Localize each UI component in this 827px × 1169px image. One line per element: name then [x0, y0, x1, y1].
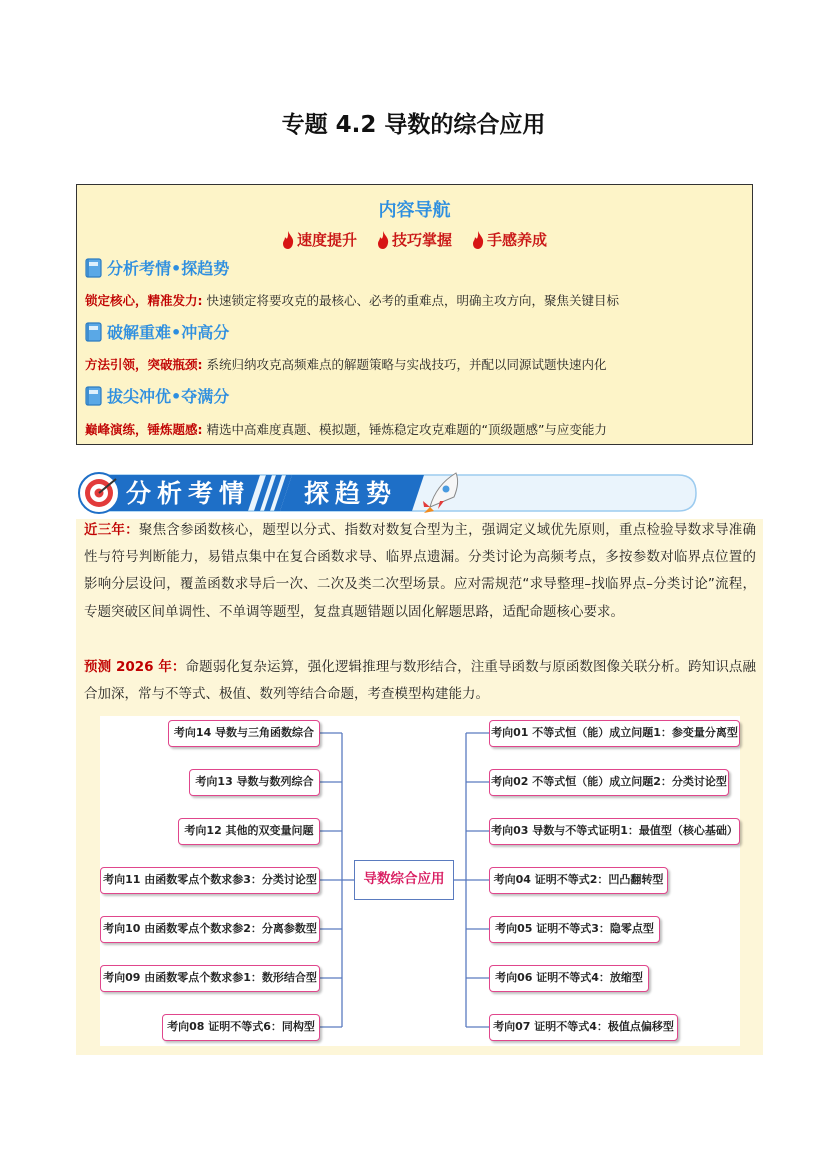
- nav-highlight: 巅峰演练，锤炼题感:: [85, 422, 203, 437]
- mindmap-node-left: 考向12 其他的双变量问题: [178, 818, 320, 845]
- mindmap-node-left: 考向11 由函数零点个数求参3：分类讨论型: [100, 867, 320, 894]
- nav-highlight: 方法引领，突破瓶颈:: [85, 357, 203, 372]
- flame-icon: [472, 231, 484, 249]
- content-navigation-box: [76, 184, 753, 445]
- nav-text: 快速锁定将要攻克的最核心、必考的重难点，明确主攻方向，聚焦关键目标: [202, 293, 619, 308]
- predict-text: 命题弱化复杂运算，强化逻辑推理与数形结合，注重导函数与原函数图像关联分析。跨知识点融合加深，常与不等式、极值、数列等结合命题，考查模型构建能力。: [84, 659, 757, 703]
- nav-section-title: 拔尖冲优•夺满分: [107, 387, 230, 406]
- nav-tags: [77, 229, 752, 250]
- mindmap-node-right: 考向05 证明不等式3：隐零点型: [489, 916, 660, 943]
- mindmap-node-right: 考向04 证明不等式2：凹凸翻转型: [489, 867, 668, 894]
- book-icon: [85, 322, 103, 342]
- nav-text: 系统归纳攻克高频难点的解题策略与实战技巧，并配以同源试题快速内化: [202, 357, 607, 372]
- nav-tag-speed: [282, 229, 357, 250]
- nav-tag-feel: [472, 229, 547, 250]
- mindmap-node-left: 考向13 导数与数列综合: [189, 769, 320, 796]
- mindmap-node-right: 考向06 证明不等式4：放缩型: [489, 965, 649, 992]
- nav-section-title: 破解重难•冲高分: [107, 323, 230, 342]
- nav-title: 内容导航: [378, 200, 451, 221]
- nav-section-excel: [85, 384, 229, 407]
- nav-section-analysis: [85, 256, 229, 279]
- mindmap-node-right: 考向01 不等式恒（能）成立问题1：参变量分离型: [489, 720, 740, 747]
- nav-text: 精选中高难度真题、模拟题，锤炼稳定攻克难题的“顶级题感”与应变能力: [202, 422, 607, 437]
- page-title: 专题 4.2 导数的综合应用: [281, 112, 546, 138]
- book-icon: [85, 386, 103, 406]
- recent-text: 聚焦含参函数核心，题型以分式、指数对数复合型为主，强调定义域优先原则，重点检验导数求导准确性与符号判断能力，易错点集中在复合函数求导、临界点遗漏。分类讨论为高频考点，多按参数对临界点位置的影响分层设问，覆盖函数求导后一次、二次及类二次型场景。应对需规范“求导整理–找临界点–分类讨论”流程，专题突破区间单调性、不单调等题型，复盘真题错题以固化解题思路，适配命题核心要求。: [84, 522, 756, 620]
- nav-tag-label: 技巧掌握: [391, 231, 452, 249]
- prediction-paragraph: [84, 654, 756, 708]
- nav-section-desc: [85, 355, 745, 373]
- recent-years-paragraph: [84, 517, 756, 626]
- recent-label: 近三年：: [84, 522, 139, 538]
- nav-section-title: 分析考情•探趋势: [107, 259, 230, 278]
- mind-map: [100, 716, 740, 1046]
- nav-section-desc: [85, 420, 745, 438]
- mindmap-node-right: 考向03 导数与不等式证明1：最值型（核心基础）: [489, 818, 740, 845]
- mindmap-node-left: 考向10 由函数零点个数求参2：分离参数型: [100, 916, 320, 943]
- nav-tag-label: 手感养成: [487, 231, 548, 249]
- nav-highlight: 锁定核心，精准发力:: [85, 293, 203, 308]
- nav-section-desc: [85, 291, 745, 309]
- predict-label: 预测 2026 年：: [84, 659, 186, 675]
- banner-right-text: 探趋势: [304, 479, 398, 508]
- mindmap-node-left: 考向08 证明不等式6：同构型: [162, 1014, 320, 1041]
- mindmap-node-right: 考向07 证明不等式4：极值点偏移型: [489, 1014, 678, 1041]
- mindmap-node-right: 考向02 不等式恒（能）成立问题2：分类讨论型: [489, 769, 729, 796]
- nav-section-breakthrough: [85, 320, 229, 343]
- mindmap-node-left: 考向14 导数与三角函数综合: [168, 720, 320, 747]
- banner-left-text: 分析考情: [126, 479, 251, 508]
- book-icon: [85, 258, 103, 278]
- mindmap-node-left: 考向09 由函数零点个数求参1：数形结合型: [100, 965, 320, 992]
- section-banner: [78, 467, 698, 517]
- flame-icon: [282, 231, 294, 249]
- flame-icon: [377, 231, 389, 249]
- mindmap-center-node: 导数综合应用: [354, 860, 454, 900]
- nav-tag-label: 速度提升: [296, 231, 357, 249]
- nav-tag-skill: [377, 229, 452, 250]
